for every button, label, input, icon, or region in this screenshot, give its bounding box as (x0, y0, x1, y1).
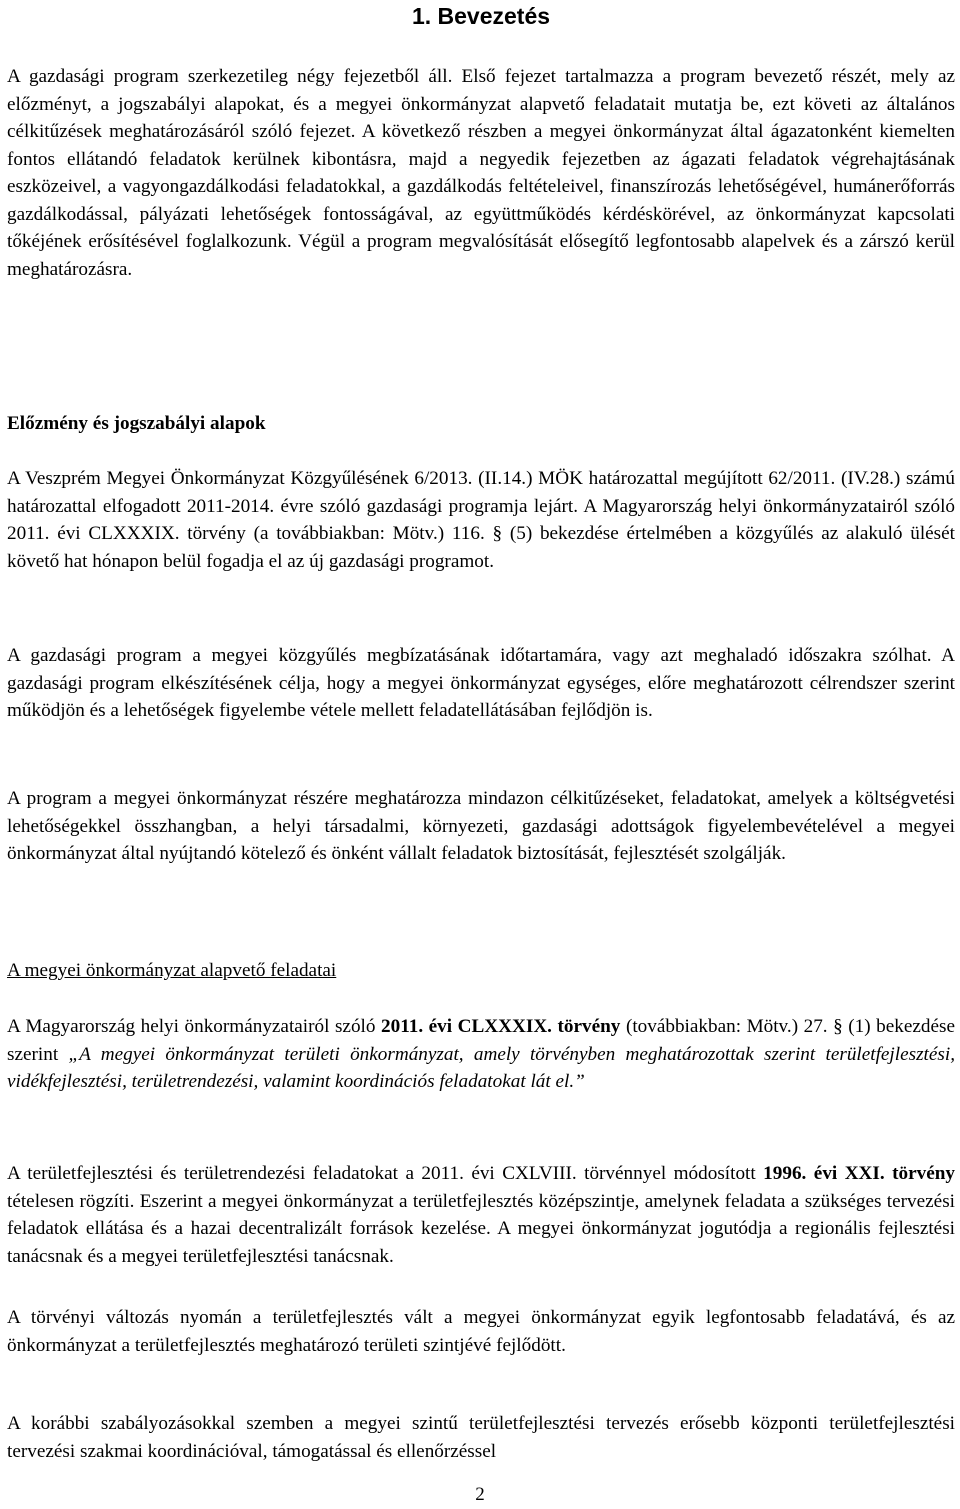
regional-law-text: tételesen rögzíti. Eszerint a megyei önkormányzat a területfejlesztés középszintje, amelynek feladata a szükséges tervezési feladatok ellátása és a hazai decentralizált források kezelése. A megyei önkormányzat jogutódja a regionális fejlesztési tanácsnak és a megyei területfejlesztési tanácsnak. (7, 1190, 955, 1267)
chapter-title: 1. Bevezetés (411, 3, 551, 29)
section2-paragraph-2 (7, 1160, 955, 1270)
intro-paragraph: A gazdasági program szerkezetileg négy fejezetből áll. Első fejezet tartalmazza a program bevezető részét, mely az előzményt, a jogszabályi alapokat, és a megyei önkormányzat alapvető feladatait mutatja be, ezt követi az általános célkitűzések meghatározásáról szóló fejezet. A következő részben a megyei önkormányzat által ágazatonként kiemelten fontos ellátandó feladatok kerülnek kibontásra, majd a negyedik fejezetben az ágazati feladatok végrehajtásának eszközeivel, a vagyongazdálkodási feladatokkal, a gazdálkodás feltételeivel, finanszírozás lehetőségével, humánerőforrás gazdálkodással, pályázati lehetőségek fontosságával, az együttműködés kérdéskörével, az önkormányzat kapcsolati tőkéjének erősítésével foglalkozunk. Végül a program megvalósítását elősegítő legfontosabb alapelvek és a zárszó kerül meghatározásra. (7, 66, 955, 280)
section2-paragraph-3: A törvényi változás nyomán a területfejlesztés vált a megyei önkormányzat egyik legfontosabb feladatává, és az önkormányzat a területfejlesztés meghatározó területi szintjévé fejlődött. (7, 1307, 955, 1356)
regional-law-citation: 1996. évi XXI. törvény (763, 1163, 955, 1184)
law-intro-text: A Magyarország helyi önkormányzatairól szóló (7, 1016, 382, 1037)
page-number: 2 (475, 1484, 485, 1505)
law-paragraph-ref: (továbbiakban: Mötv.) 27. § (1) bekezdése szerint (7, 1016, 956, 1065)
section2-paragraph-4: A korábbi szabályozásokkal szemben a megyei szintű területfejlesztési tervezés erősebb központi területfejlesztési tervezési szakmai koordinációval, támogatással és ellenőrzéssel (7, 1413, 955, 1462)
section2-paragraph-1 (7, 1013, 955, 1096)
law-quote: „A megyei önkormányzat területi önkormányzat, amely törvényben meghatározottak szerint területfejlesztési, vidékfejlesztési, területrendezési, valamint koordinációs feladatokat lát el.” (7, 1043, 955, 1092)
law-citation: 2011. évi CLXXXIX. törvény (381, 1016, 621, 1037)
regional-law-intro: A területfejlesztési és területrendezési feladatokat a 2011. évi CXLVIII. törvénnyel módosított (7, 1163, 764, 1184)
section-heading-background: Előzmény és jogszabályi alapok (7, 413, 266, 434)
section1-paragraph-1: A Veszprém Megyei Önkormányzat Közgyűlésének 6/2013. (II.14.) MÖK határozattal megújított 62/2011. (IV.28.) számú határozattal elfogadott 2011-2014. évre szóló gazdasági programja lejárt. A Magyarország helyi önkormányzatairól szóló 2011. évi CLXXXIX. törvény (a továbbiakban: Mötv.) 116. § (5) bekezdése értelmében a közgyűlés az alakuló ülését követő hat hónapon belül fogadja el az új gazdasági programot. (7, 468, 955, 572)
section1-paragraph-2: A gazdasági program a megyei közgyűlés megbízatásának időtartamára, vagy azt meghaladó időszakra szólhat. A gazdasági program elkészítésének célja, hogy a megyei önkormányzat egységes, előre meghatározott célrendszer szerint működjön és a lehetőségek figyelembe vétele mellett feladatellátásában fejlődjön is. (7, 645, 955, 721)
section-heading-tasks: A megyei önkormányzat alapvető feladatai (7, 960, 337, 981)
section1-paragraph-3: A program a megyei önkormányzat részére meghatározza mindazon célkitűzéseket, feladatokat, amelyek a költségvetési lehetőségekkel összhangban, a helyi társadalmi, környezeti, gazdasági adottságok figyelembevételével a megyei önkormányzat által nyújtandó kötelező és önként vállalt feladatok biztosítását, fejlesztését szolgálják. (7, 788, 955, 864)
